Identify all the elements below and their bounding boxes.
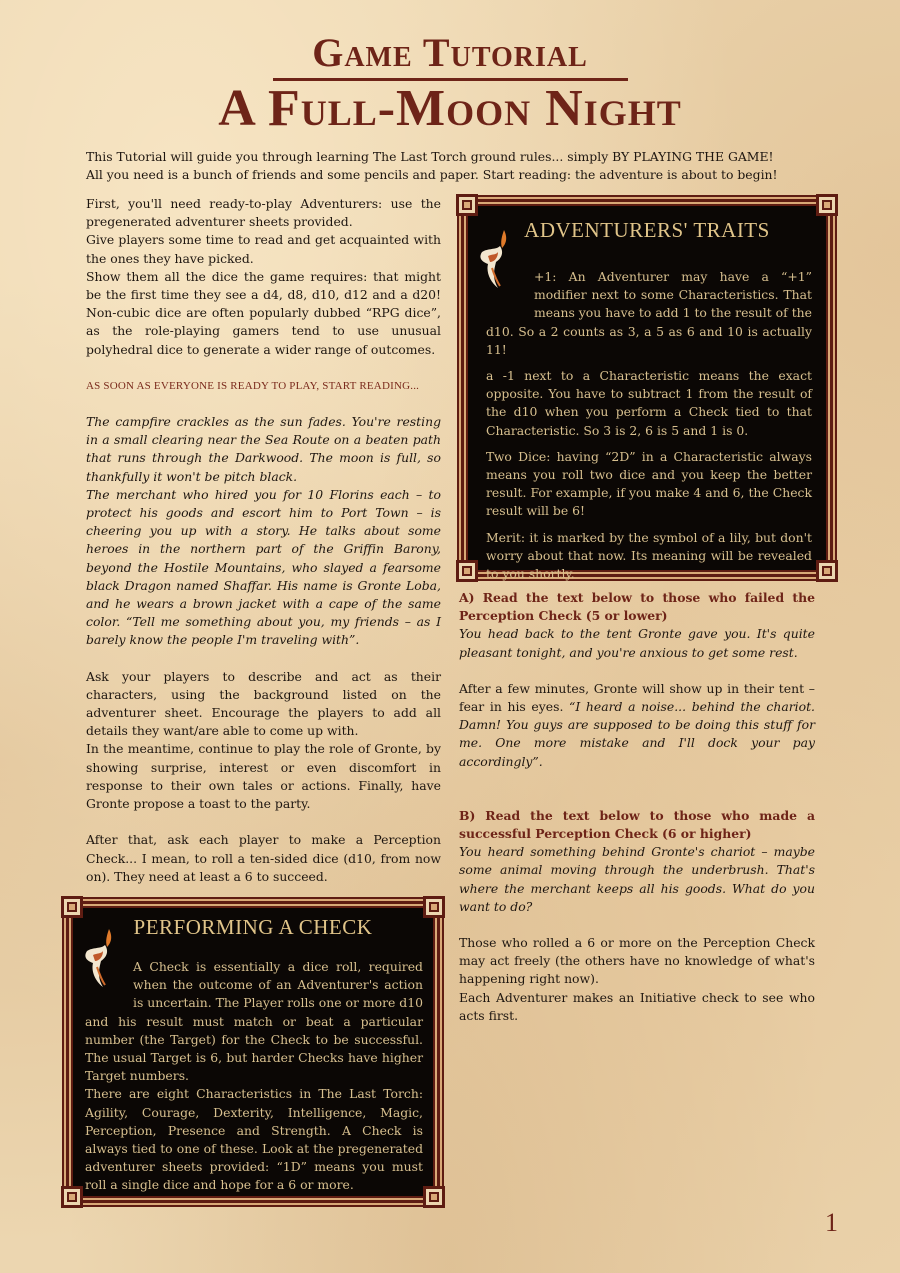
left-column: [86, 195, 441, 886]
section-a-heading: A) Read the text below to those who failed the Perception Check (5 or lower): [459, 590, 815, 624]
corner-ornament: [816, 560, 838, 582]
section-b-followup: Those who rolled a 6 or more on the Perception Check may act freely (the others have no knowledge of what's happening right now).: [459, 935, 815, 987]
trait-merit: Merit: it is marked by the symbol of a lily, but don't worry about that now. Its meaning will be revealed to you shortly.: [486, 529, 812, 582]
box-title: ADVENTURERS' TRAITS: [524, 218, 770, 242]
box-body: [486, 268, 812, 591]
page-subtitle: Game Tutorial: [312, 30, 588, 75]
section-b-heading: B) Read the text below to those who made a successful Perception Check (6 or higher): [459, 807, 815, 842]
trait-two-dice: Two Dice: having “2D” in a Characteristic always means you roll two dice and you keep the better result. For example, if you make 4 and 6, the Check result will be 6!: [486, 448, 812, 519]
right-column: [459, 589, 815, 1025]
corner-ornament: [816, 194, 838, 216]
intro-line-2: All you need is a bunch of friends and some pencils and paper. Start reading: the adventure is about to begin!: [86, 167, 778, 182]
gronte-quote: “I heard a noise... behind the chariot. Damn! You guys are supposed to be doing this stuff for me. One more mistake and I'll dock your pay accordingly”.: [459, 699, 815, 769]
corner-ornament: [456, 560, 478, 582]
intro-line-1: This Tutorial will guide you through learning The Last Torch ground rules... simply BY PLAYING THE GAME!: [86, 149, 774, 164]
page-number: 1: [825, 1208, 838, 1237]
performing-a-check-box: [66, 901, 440, 1203]
paragraph: Give players some time to read and get acquainted with the ones they have picked.: [86, 232, 441, 266]
box-body: [85, 958, 423, 1203]
corner-ornament: [61, 1186, 83, 1208]
section-a-followup: After a few minutes, Gronte will show up in their tent – fear in his eyes. “I heard a noise... behind the chariot. Damn! You guys are supposed to be doing this stuff for me. One more mistake and I'll dock your pay accordingly”.: [459, 680, 815, 769]
corner-ornament: [456, 194, 478, 216]
intro-text: [86, 148, 806, 184]
paragraph: Ask your players to describe and act as their characters, using the background listed on the adventurer sheet. Encourage the players to add all details they want/are able to come up with.: [86, 668, 441, 739]
start-reading-heading: AS SOON AS EVERYONE IS READY TO PLAY, START READING...: [86, 379, 420, 392]
paragraph: Show them all the dice the game requires: that might be the first time they see a d4, d8, d10, d12 and a d20! Non-cubic dice are often popularly dubbed “RPG dice”, as the role-playing gamers tend to use unusual polyhedral dice to generate a wider range of outcomes.: [86, 268, 441, 357]
check-definition: A Check is essentially a dice roll, required when the outcome of an Adventurer's action is uncertain.: [133, 959, 423, 1011]
story-paragraph: The merchant who hired you for 10 Florins each – to protect his goods and escort him to Port Town – is cheering you up with a story. He talks about some heroes in the northern part of the Griffin Barony, beyond the Hostile Mountains, who slayed a fearsome black Dragon named Shaffar. His name is Gronte Loba, and he wears a brown jacket with a cape of the same color. “Tell me something about you, my friends – as I barely know the people I'm traveling with”.: [86, 486, 441, 648]
section-b-story: You heard something behind Gronte's chariot – maybe some animal moving through the underbrush. That's where the merchant keeps all his goods. What do you want to do?: [459, 844, 815, 914]
section-b-followup: Each Adventurer makes an Initiative check to see who acts first.: [459, 989, 815, 1023]
trait-plus-one: +1: An Adventurer may have a “+1” modifier next to some Characteristics. That means you have to add 1 to the result of the d10. So a 2 counts as 3, a 5 as 6 and 10 is actually 11!: [486, 269, 812, 357]
story-paragraph: The campfire crackles as the sun fades. You're resting in a small clearing near the Sea Route on a beaten path that runs through the Darkwood. The moon is full, so thankfully it won't be pitch black.: [86, 414, 441, 484]
adventurers-traits-box: [461, 199, 833, 582]
trait-minus-one: a -1 next to a Characteristic means the exact opposite. You have to subtract 1 from the result of the d10 when you perform a Check tied to that Characteristic. So 3 is 2, 6 is 5 and 1 is 0.: [486, 368, 812, 438]
page-title: A Full-Moon Night: [218, 80, 682, 137]
page-header: [0, 30, 900, 137]
paragraph: After that, ask each player to make a Perception Check... I mean, to roll a ten-sided dice (d10, from now on). They need at least a 6 to succeed.: [86, 832, 441, 884]
paragraph: In the meantime, continue to play the role of Gronte, by showing surprise, interest or even discomfort in response to their own tales or actions. Finally, have Gronte propose a toast to the party.: [86, 741, 441, 812]
section-a-story: You head back to the tent Gronte gave you. It's quite pleasant tonight, and you're anxious to get some rest.: [459, 626, 815, 660]
check-target: The Player rolls one or more d10 and his result must match or beat a particular number (the Target) for the Check to be successful. The usual Target is 6, but harder Checks have higher Target numbers.: [85, 995, 423, 1084]
check-characteristics: There are eight Characteristics in The Last Torch: Agility, Courage, Dexterity, Intelligence, Magic, Perception, Presence and Strength. A Check is always tied to one of these. Look at the pregenerated adventurer sheets provided: “1D” means you must roll a single dice and hope for a 6 or more.: [85, 1086, 423, 1193]
box-title: PERFORMING A CHECK: [133, 915, 373, 939]
paragraph: First, you'll need ready-to-play Adventurers: use the pregenerated adventurer sheets provided.: [86, 196, 441, 230]
corner-ornament: [423, 1186, 445, 1208]
